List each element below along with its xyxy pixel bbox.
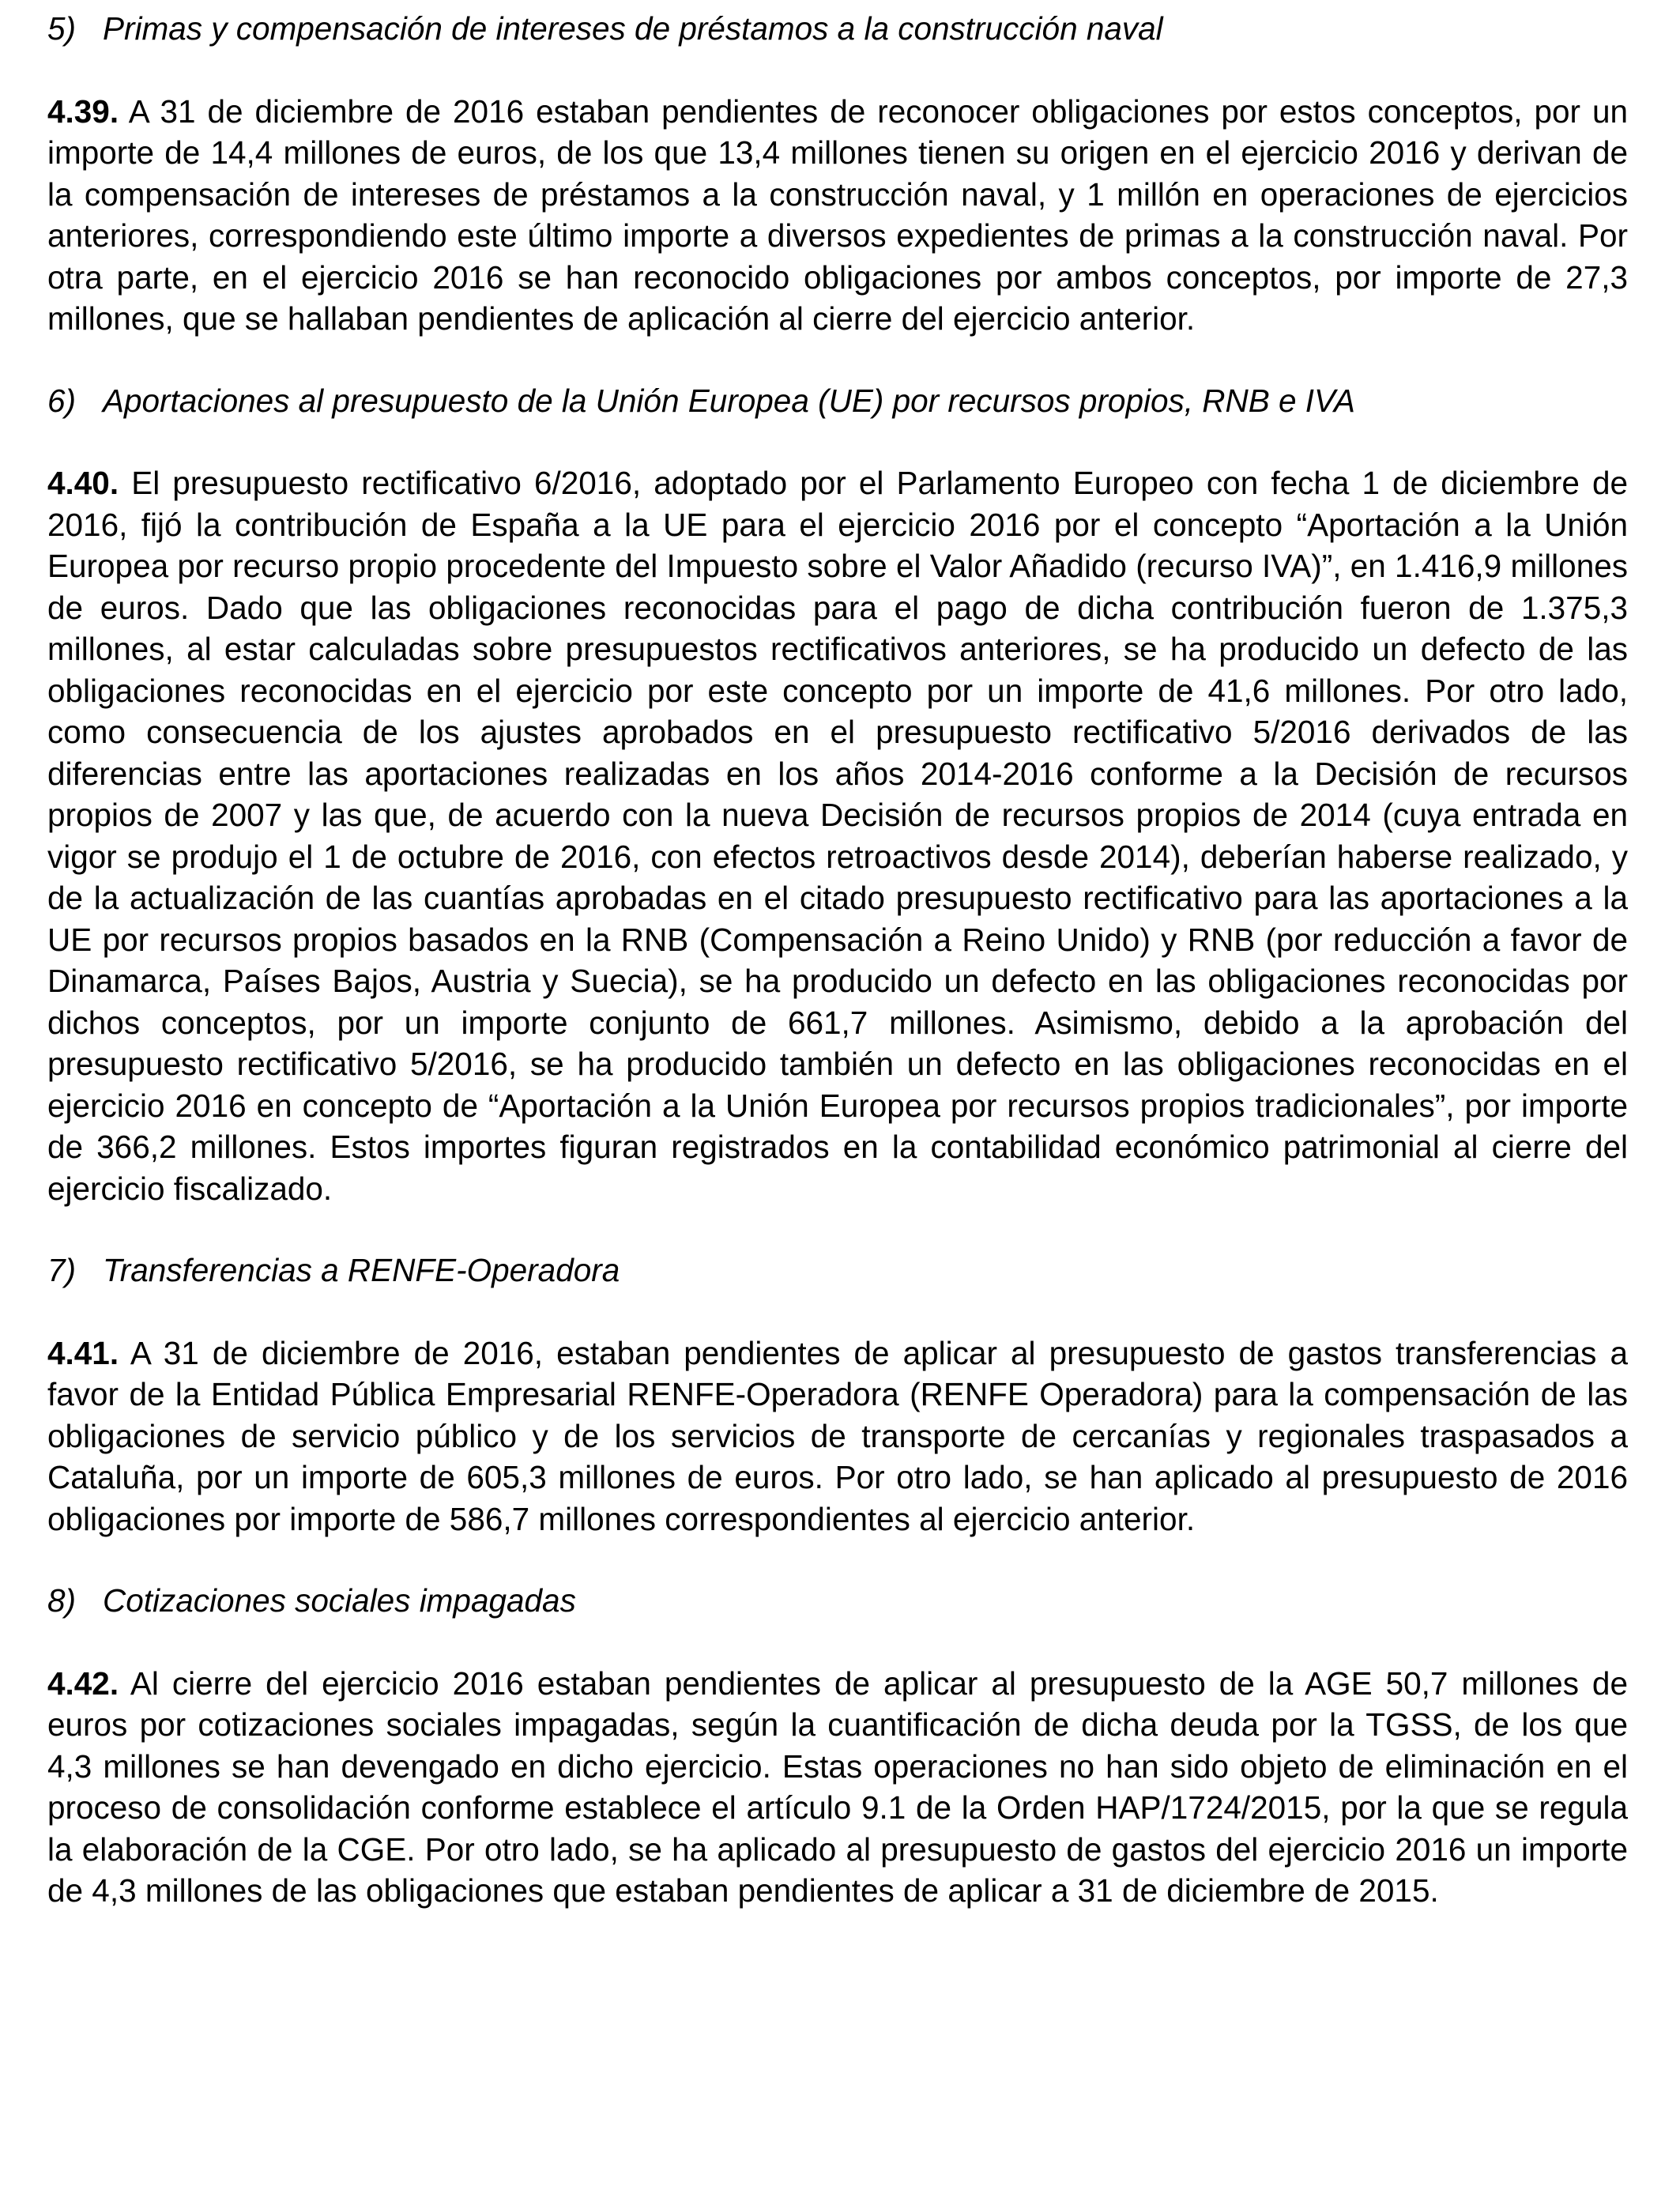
section-heading [47, 1580, 1628, 1622]
paragraph [47, 1663, 1628, 1912]
paragraph-number: 4.40. [47, 465, 119, 501]
section-heading [47, 1250, 1628, 1291]
section-heading-number: 7) [47, 1252, 77, 1288]
section-heading-text: Transferencias a RENFE-Operadora [103, 1252, 620, 1288]
section-heading-text: Cotizaciones sociales impagadas [103, 1582, 576, 1619]
paragraph-text: El presupuesto rectificativo 6/2016, adoptado por el Parlamento Europeo con fecha 1 de diciembre de 2016, fijó la contribución de España a la UE para el ejercicio 2016 por el concepto “Aportación a la Unión Europea por recurso propio procedente del Impuesto sobre el Valor Añadido (recurso IVA)”, en 1.416,9 millones de euros. Dado que las obligaciones reconocidas para el pago de dicha contribución fueron de 1.375,3 millones, al estar calculadas sobre presupuestos rectificativos anteriores, se ha producido un defecto de las obligaciones reconocidas en el ejercicio por este concepto por un importe de 41,6 millones. Por otro lado, como consecuencia de los ajustes aprobados en el presupuesto rectificativo 5/2016 derivados de las diferencias entre las aportaciones realizadas en los años 2014-2016 conforme a la Decisión de recursos propios de 2007 y las que, de acuerdo con la nueva Decisión de recursos propios de 2014 (cuya entrada en vigor se produjo el 1 de octubre de 2016, con efectos retroactivos desde 2014), deberían haberse realizado, y de la actualización de las cuantías aprobadas en el citado presupuesto rectificativo para las aportaciones a la UE por recursos propios basados en la RNB (Compensación a Reino Unido) y RNB (por reducción a favor de Dinamarca, Países Bajos, Austria y Suecia), se ha producido un defecto en las obligaciones reconocidas por dichos conceptos, por un importe conjunto de 661,7 millones. Asimismo, debido a la aprobación del presupuesto rectificativo 5/2016, se ha producido también un defecto en las obligaciones reconocidas en el ejercicio 2016 en concepto de “Aportación a la Unión Europea por recursos propios tradicionales”, por importe de 366,2 millones. Estos importes figuran registrados en la contabilidad económico patrimonial al cierre del ejercicio fiscalizado. [47, 465, 1628, 1207]
section-heading [47, 8, 1628, 50]
section-heading-number: 6) [47, 382, 77, 419]
paragraph-number: 4.42. [47, 1664, 119, 1702]
paragraph [47, 462, 1628, 1209]
paragraph [47, 1333, 1628, 1540]
section-heading-number: 5) [47, 10, 77, 47]
paragraph-text: A 31 de diciembre de 2016, estaban pendientes de aplicar al presupuesto de gastos transferencias a favor de la Entidad Pública Empresarial RENFE-Operadora (RENFE Operadora) para la compensación de las obligaciones de servicio público y de los servicios de transporte de cercanías y regionales traspasados a Cataluña, por un importe de 605,3 millones de euros. Por otro lado, se han aplicado al presupuesto de 2016 obligaciones por importe de 586,7 millones correspondientes al ejercicio anterior. [47, 1334, 1628, 1537]
paragraph-text: A 31 de diciembre de 2016 estaban pendientes de reconocer obligaciones por estos conceptos, por un importe de 14,4 millones de euros, de los que 13,4 millones tienen su origen en el ejercicio 2016 y derivan de la compensación de intereses de préstamos a la construcción naval, y 1 millón en operaciones de ejercicios anteriores, correspondiendo este último importe a diversos expedientes de primas a la construcción naval. Por otra parte, en el ejercicio 2016 se han reconocido obligaciones por ambos conceptos, por importe de 27,3 millones, que se hallaban pendientes de aplicación al cierre del ejercicio anterior. [47, 92, 1628, 337]
paragraph-number: 4.39. [47, 92, 119, 130]
paragraph [47, 91, 1628, 340]
paragraph-text: Al cierre del ejercicio 2016 estaban pendientes de aplicar al presupuesto de la AGE 50,7 millones de euros por cotizaciones sociales impagadas, según la cuantificación de dicha deuda por la TGSS, de los que 4,3 millones se han devengado en dicho ejercicio. Estas operaciones no han sido objeto de eliminación en el proceso de consolidación conforme establece el artículo 9.1 de la Orden HAP/1724/2015, por la que se regula la elaboración de la CGE. Por otro lado, se ha aplicado al presupuesto de gastos del ejercicio 2016 un importe de 4,3 millones de las obligaciones que estaban pendientes de aplicar a 31 de diciembre de 2015. [47, 1664, 1628, 1909]
section-heading-text: Aportaciones al presupuesto de la Unión Europea (UE) por recursos propios, RNB e IVA [103, 382, 1355, 419]
document-page [47, 8, 1628, 1912]
section-heading-text: Primas y compensación de intereses de préstamos a la construcción naval [103, 10, 1163, 47]
section-heading-number: 8) [47, 1582, 77, 1619]
section-heading [47, 380, 1628, 422]
paragraph-number: 4.41. [47, 1334, 119, 1371]
